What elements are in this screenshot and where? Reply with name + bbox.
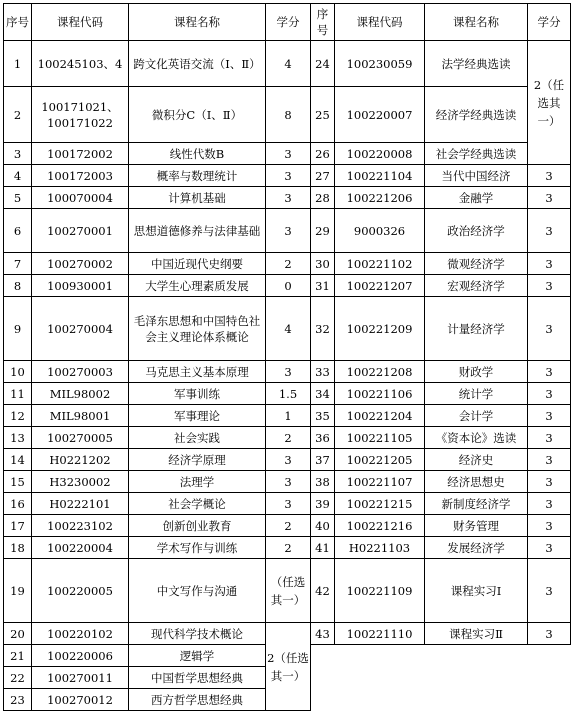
- table-row: [4, 361, 571, 383]
- name-cell: 毛泽东思想和中国特色社会主义理论体系概论: [129, 297, 266, 361]
- code-cell: H0222101: [32, 493, 129, 515]
- code-cell: 100221107: [335, 471, 425, 493]
- header-code: 课程代码: [335, 4, 425, 41]
- name-cell: 马克思主义基本原理: [129, 361, 266, 383]
- seq-cell: 13: [4, 427, 32, 449]
- table-row: [4, 405, 571, 427]
- name-cell: 财务管理: [425, 515, 528, 537]
- name-cell: 统计学: [425, 383, 528, 405]
- code-cell: 100220102: [32, 623, 129, 645]
- name-cell: 法理学: [129, 471, 266, 493]
- table-row: [4, 87, 571, 143]
- code-cell: 100270002: [32, 253, 129, 275]
- code-cell: 100221102: [335, 253, 425, 275]
- credit-cell: 2: [266, 427, 311, 449]
- name-cell: 经济思想史: [425, 471, 528, 493]
- header-seq: 序号: [311, 4, 335, 41]
- name-cell: 课程实习Ⅰ: [425, 559, 528, 623]
- seq-cell: 29: [311, 209, 335, 253]
- seq-cell: 16: [4, 493, 32, 515]
- name-cell: 军事训练: [129, 383, 266, 405]
- name-cell: 经济史: [425, 449, 528, 471]
- code-cell: 100220008: [335, 143, 425, 165]
- seq-cell: 39: [311, 493, 335, 515]
- credit-cell: 3: [528, 449, 571, 471]
- credit-cell: 3: [528, 209, 571, 253]
- name-cell: 新制度经济学: [425, 493, 528, 515]
- credit-cell: 3: [266, 493, 311, 515]
- code-cell: 100220007: [335, 87, 425, 143]
- name-cell: 经济学原理: [129, 449, 266, 471]
- code-cell: 100220006: [32, 645, 129, 667]
- name-cell: 法学经典选读: [425, 41, 528, 87]
- credit-cell: 1.5: [266, 383, 311, 405]
- table-row: [4, 383, 571, 405]
- seq-cell: 23: [4, 689, 32, 711]
- seq-cell: 35: [311, 405, 335, 427]
- code-cell: 100171021、100171022: [32, 87, 129, 143]
- credit-cell: 4: [266, 41, 311, 87]
- name-cell: 课程实习Ⅱ: [425, 623, 528, 645]
- name-cell: 发展经济学: [425, 537, 528, 559]
- header-row: [4, 4, 571, 41]
- credit-cell: 2: [266, 537, 311, 559]
- credit-cell: 2: [266, 253, 311, 275]
- seq-cell: 9: [4, 297, 32, 361]
- seq-cell: 17: [4, 515, 32, 537]
- name-cell: 学术写作与训练: [129, 537, 266, 559]
- code-cell: 100221105: [335, 427, 425, 449]
- credit-cell: 3: [266, 361, 311, 383]
- credit-cell: 3: [528, 187, 571, 209]
- seq-cell: 27: [311, 165, 335, 187]
- name-cell: 大学生心理素质发展: [129, 275, 266, 297]
- credit-cell: 8: [266, 87, 311, 143]
- credit-cell: 3: [528, 623, 571, 645]
- code-cell: MIL98002: [32, 383, 129, 405]
- credit-cell: 3: [528, 515, 571, 537]
- table-row: [4, 449, 571, 471]
- seq-cell: 43: [311, 623, 335, 645]
- credit-cell: 3: [528, 253, 571, 275]
- table-row: [4, 471, 571, 493]
- seq-cell: 41: [311, 537, 335, 559]
- table-row: [4, 493, 571, 515]
- code-cell: 100270005: [32, 427, 129, 449]
- seq-cell: 24: [311, 41, 335, 87]
- name-cell: 政治经济学: [425, 209, 528, 253]
- seq-cell: 32: [311, 297, 335, 361]
- code-cell: 100220005: [32, 559, 129, 623]
- name-cell: 当代中国经济: [425, 165, 528, 187]
- code-cell: 9000326: [335, 209, 425, 253]
- name-cell: 军事理论: [129, 405, 266, 427]
- seq-cell: 33: [311, 361, 335, 383]
- elective-credit-cell: （任选其一）: [266, 559, 311, 623]
- course-table: [3, 3, 571, 711]
- name-cell: 中文写作与沟通: [129, 559, 266, 623]
- seq-cell: 1: [4, 41, 32, 87]
- seq-cell: 15: [4, 471, 32, 493]
- table-row: [4, 275, 571, 297]
- code-cell: H0221202: [32, 449, 129, 471]
- name-cell: 中国哲学思想经典: [129, 667, 266, 689]
- name-cell: 财政学: [425, 361, 528, 383]
- name-cell: 金融学: [425, 187, 528, 209]
- code-cell: 100221204: [335, 405, 425, 427]
- table-row: [4, 623, 571, 645]
- credit-cell: 3: [266, 165, 311, 187]
- name-cell: 计算机基础: [129, 187, 266, 209]
- credit-cell: 3: [528, 493, 571, 515]
- code-cell: 100270012: [32, 689, 129, 711]
- code-cell: H3230002: [32, 471, 129, 493]
- code-cell: 100930001: [32, 275, 129, 297]
- seq-cell: 2: [4, 87, 32, 143]
- name-cell: 概率与数理统计: [129, 165, 266, 187]
- code-cell: 100270001: [32, 209, 129, 253]
- credit-cell: 3: [528, 297, 571, 361]
- seq-cell: 25: [311, 87, 335, 143]
- code-cell: 100270011: [32, 667, 129, 689]
- credit-cell: 0: [266, 275, 311, 297]
- name-cell: 现代科学技术概论: [129, 623, 266, 645]
- code-cell: 100220004: [32, 537, 129, 559]
- seq-cell: 18: [4, 537, 32, 559]
- table-row: [4, 165, 571, 187]
- code-cell: 100270003: [32, 361, 129, 383]
- credit-cell: 3: [528, 559, 571, 623]
- credit-cell: 3: [528, 471, 571, 493]
- code-cell: 100070004: [32, 187, 129, 209]
- seq-cell: 7: [4, 253, 32, 275]
- seq-cell: 34: [311, 383, 335, 405]
- seq-cell: 28: [311, 187, 335, 209]
- name-cell: 计量经济学: [425, 297, 528, 361]
- code-cell: 100172003: [32, 165, 129, 187]
- code-cell: H0221103: [335, 537, 425, 559]
- name-cell: 会计学: [425, 405, 528, 427]
- seq-cell: 22: [4, 667, 32, 689]
- table-row: [4, 253, 571, 275]
- code-cell: 100221110: [335, 623, 425, 645]
- credit-cell: 3: [528, 361, 571, 383]
- table-row: [4, 559, 571, 623]
- table-row: [4, 209, 571, 253]
- seq-cell: 40: [311, 515, 335, 537]
- credit-cell: 2: [266, 515, 311, 537]
- name-cell: 宏观经济学: [425, 275, 528, 297]
- table-row: [4, 297, 571, 361]
- seq-cell: 20: [4, 623, 32, 645]
- header-name: 课程名称: [425, 4, 528, 41]
- name-cell: 《资本论》选读: [425, 427, 528, 449]
- credit-cell: 4: [266, 297, 311, 361]
- seq-cell: 42: [311, 559, 335, 623]
- code-cell: 100230059: [335, 41, 425, 87]
- name-cell: 微积分C（Ⅰ、Ⅱ）: [129, 87, 266, 143]
- credit-cell: 3: [528, 405, 571, 427]
- credit-cell: 1: [266, 405, 311, 427]
- name-cell: 社会实践: [129, 427, 266, 449]
- credit-cell: 3: [528, 383, 571, 405]
- seq-cell: 30: [311, 253, 335, 275]
- code-cell: 100223102: [32, 515, 129, 537]
- table-row: [4, 143, 571, 165]
- empty-area: [311, 645, 571, 711]
- name-cell: 社会学经典选读: [425, 143, 528, 165]
- credit-cell: 3: [266, 471, 311, 493]
- code-cell: 100245103、4: [32, 41, 129, 87]
- seq-cell: 11: [4, 383, 32, 405]
- code-cell: 100221208: [335, 361, 425, 383]
- seq-cell: 6: [4, 209, 32, 253]
- code-cell: 100221104: [335, 165, 425, 187]
- name-cell: 跨文化英语交流（Ⅰ、Ⅱ）: [129, 41, 266, 87]
- seq-cell: 4: [4, 165, 32, 187]
- name-cell: 思想道德修养与法律基础: [129, 209, 266, 253]
- seq-cell: 37: [311, 449, 335, 471]
- code-cell: 100221109: [335, 559, 425, 623]
- elective-credit-cell: 2（任选其一）: [266, 623, 311, 711]
- credit-cell: 3: [266, 187, 311, 209]
- credit-cell: 3: [528, 275, 571, 297]
- name-cell: 经济学经典选读: [425, 87, 528, 143]
- name-cell: 创新创业教育: [129, 515, 266, 537]
- seq-cell: 38: [311, 471, 335, 493]
- credit-cell: 3: [266, 143, 311, 165]
- table-row: [4, 187, 571, 209]
- table-row: [4, 427, 571, 449]
- seq-cell: 12: [4, 405, 32, 427]
- name-cell: 微观经济学: [425, 253, 528, 275]
- table-row: [4, 41, 571, 87]
- code-cell: 100172002: [32, 143, 129, 165]
- code-cell: 100270004: [32, 297, 129, 361]
- code-cell: 100221209: [335, 297, 425, 361]
- code-cell: 100221216: [335, 515, 425, 537]
- code-cell: 100221205: [335, 449, 425, 471]
- code-cell: 100221215: [335, 493, 425, 515]
- seq-cell: 8: [4, 275, 32, 297]
- seq-cell: 3: [4, 143, 32, 165]
- seq-cell: 36: [311, 427, 335, 449]
- credit-cell: 3: [266, 209, 311, 253]
- code-cell: 100221207: [335, 275, 425, 297]
- table-row: [4, 537, 571, 559]
- name-cell: 线性代数B: [129, 143, 266, 165]
- name-cell: 逻辑学: [129, 645, 266, 667]
- seq-cell: 21: [4, 645, 32, 667]
- code-cell: 100221206: [335, 187, 425, 209]
- seq-cell: 26: [311, 143, 335, 165]
- seq-cell: 10: [4, 361, 32, 383]
- name-cell: 中国近现代史纲要: [129, 253, 266, 275]
- seq-cell: 31: [311, 275, 335, 297]
- code-cell: MIL98001: [32, 405, 129, 427]
- header-credit: 学分: [266, 4, 311, 41]
- seq-cell: 14: [4, 449, 32, 471]
- header-code: 课程代码: [32, 4, 129, 41]
- header-seq: 序号: [4, 4, 32, 41]
- header-name: 课程名称: [129, 4, 266, 41]
- header-credit: 学分: [528, 4, 571, 41]
- code-cell: 100221106: [335, 383, 425, 405]
- credit-cell: 3: [528, 537, 571, 559]
- credit-cell: 3: [266, 449, 311, 471]
- seq-cell: 5: [4, 187, 32, 209]
- name-cell: 西方哲学思想经典: [129, 689, 266, 711]
- credit-cell: 3: [528, 427, 571, 449]
- table-row: [4, 515, 571, 537]
- seq-cell: 19: [4, 559, 32, 623]
- name-cell: 社会学概论: [129, 493, 266, 515]
- elective-credit-cell: 2（任选其一）: [528, 41, 571, 165]
- credit-cell: 3: [528, 165, 571, 187]
